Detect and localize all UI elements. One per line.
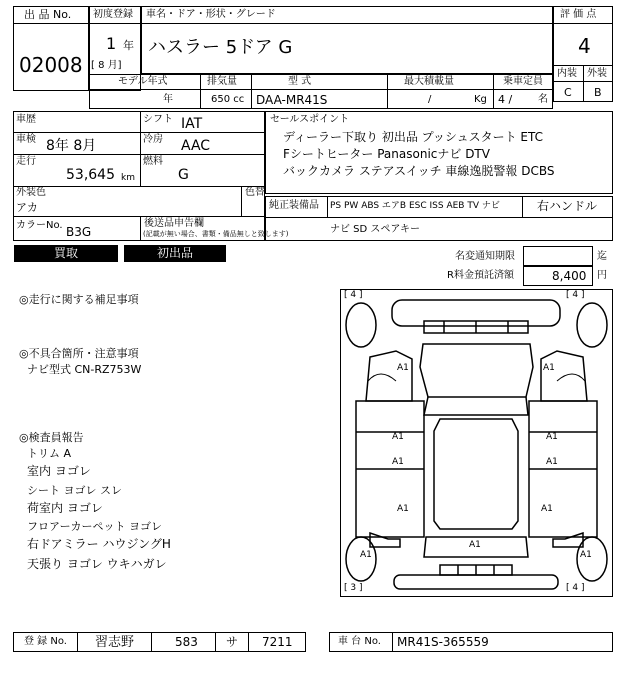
post-install-note: (記載が無い場合、書類・備品無しと致します) — [143, 230, 289, 238]
first-registration-year-unit: 年 — [123, 39, 134, 52]
driving-notes-title: ◎走行に関する補足事項 — [19, 293, 139, 306]
tire-front-left-icon — [346, 303, 376, 347]
equipment-label: 純正装備品 — [269, 200, 319, 211]
damage-mark: A1 — [397, 504, 409, 514]
inspector-report-title: ◎検査員報告 — [19, 431, 84, 444]
mileage-label: 走行 — [16, 156, 36, 167]
registration-kana: サ — [226, 635, 239, 649]
mileage-value: 53,645 — [66, 167, 115, 183]
chassis-label: 車 台 No. — [338, 636, 381, 647]
damage-mark: A1 — [360, 550, 372, 560]
deadline-label: 名変通知期限 — [455, 251, 515, 262]
inspection-label: 車検 — [16, 134, 36, 145]
sales-point-line-1: ディーラー下取り 初出品 プッシュスタート ETC — [283, 130, 543, 144]
capacity-value: 4 / — [498, 93, 513, 106]
recycle-unit: 円 — [597, 270, 607, 281]
shift-value: IAT — [181, 116, 203, 132]
exterior-grade: B — [594, 86, 602, 99]
interior-label: 内装 — [557, 68, 577, 79]
registration-number: 7211 — [262, 635, 293, 649]
recycle-label: R料金預託済額 — [447, 270, 514, 281]
ac-value: AAC — [181, 138, 211, 154]
mileage-unit: km — [121, 173, 135, 183]
color-no-label: カラーNo. — [16, 220, 63, 231]
damage-mark: A1 — [580, 550, 592, 560]
damage-mark: A1 — [392, 432, 404, 442]
handle-position: 右ハンドル — [537, 199, 598, 213]
registration-class: 583 — [175, 635, 198, 649]
exterior-color-label: 外装色 — [16, 187, 46, 198]
tire-tread-front-right: [ 4 ] — [566, 290, 585, 300]
grade-score: 4 — [578, 34, 591, 58]
first-registration-month: [ 8 月] — [91, 60, 122, 71]
rear-bumper-icon — [394, 575, 558, 589]
first-registration-year: 1 — [106, 34, 117, 53]
report-line: 荷室内 ヨゴレ — [27, 501, 103, 515]
report-line: トリム A — [27, 447, 72, 460]
tire-front-right-icon — [577, 303, 607, 347]
report-line: シート ヨゴレ スレ — [27, 484, 122, 497]
first-listing-label: 初出品 — [124, 245, 226, 262]
lot-number: 02008 — [19, 53, 83, 77]
recycle-value: 8,400 — [552, 269, 587, 283]
extra-equipment: ナビ SD スペアキー — [330, 224, 421, 235]
report-line: フロアーカーペット ヨゴレ — [27, 520, 162, 533]
type-value: DAA-MR41S — [256, 93, 328, 107]
sales-point-line-3: バックカメラ ステアスイッチ 車線逸脱警報 DCBS — [283, 164, 555, 178]
displacement-label: 排気量 — [207, 76, 237, 87]
fuel-value: G — [178, 167, 189, 183]
roof-icon — [434, 419, 518, 529]
max-load-label: 最大積載量 — [404, 76, 454, 87]
damage-mark: A1 — [397, 363, 409, 373]
deadline-value-box — [523, 246, 593, 266]
exterior-label: 外装 — [587, 68, 607, 79]
displacement-value: 650 cc — [211, 94, 245, 105]
chassis-number: MR41S-365559 — [397, 635, 489, 649]
deadline-unit: 迄 — [597, 251, 607, 262]
max-load-value: / — [428, 94, 432, 105]
report-line: 右ドアミラー ハウジングH — [27, 537, 171, 551]
ac-label: 冷房 — [143, 134, 163, 145]
post-install-label: 後送品申告欄 — [144, 218, 204, 229]
defect-notes-title: ◎不具合箇所・注意事項 — [19, 347, 139, 360]
capacity-unit: 名 — [538, 94, 548, 105]
exterior-color-value: アカ — [16, 201, 38, 214]
first-registration-label: 初度登録 — [93, 9, 133, 20]
registration-label: 登 録 No. — [24, 636, 67, 647]
max-load-unit: Kg — [474, 94, 487, 105]
sales-point-line-2: Fシートヒーター Panasonicナビ DTV — [283, 147, 490, 161]
grade-label: 評 価 点 — [560, 9, 597, 20]
model-name-label: 車名・ドア・形状・グレード — [146, 9, 276, 20]
interior-grade: C — [564, 86, 572, 99]
model-name: ハスラー 5ドア G — [148, 37, 293, 58]
tire-tread-rear-right: [ 4 ] — [566, 583, 585, 593]
history-label: 車歴 — [16, 114, 36, 125]
color-change-label: 色替 — [245, 187, 265, 198]
damage-mark: A1 — [541, 504, 553, 514]
buy-label: 買取 — [14, 245, 118, 262]
damage-mark: A1 — [543, 363, 555, 373]
damage-mark: A1 — [392, 457, 404, 467]
capacity-label: 乗車定員 — [503, 76, 543, 87]
model-year-unit: 年 — [163, 94, 173, 105]
equipment-value: PS PW ABS エアB ESC ISS AEB TV ナビ — [330, 201, 500, 211]
color-no-value: B3G — [66, 225, 92, 239]
tire-tread-front-left: [ 4 ] — [344, 290, 363, 300]
hood-icon — [420, 344, 533, 397]
tire-tread-rear-left: [ 3 ] — [344, 583, 363, 593]
model-year-label: モデル年式 — [118, 76, 168, 87]
lot-number-label: 出 品 No. — [24, 8, 72, 21]
car-diagram — [340, 289, 613, 597]
damage-mark: A1 — [546, 432, 558, 442]
registration-area: 習志野 — [95, 635, 135, 650]
inspection-value: 8年 8月 — [46, 138, 97, 154]
type-label: 型 式 — [288, 76, 312, 87]
damage-mark: A1 — [546, 457, 558, 467]
damage-mark: A1 — [469, 540, 481, 550]
sales-point-title: セールスポイント — [270, 114, 350, 125]
fuel-label: 燃料 — [143, 156, 163, 167]
report-line: 室内 ヨゴレ — [27, 464, 91, 478]
report-line: 天張り ヨゴレ ウキハガレ — [27, 557, 167, 571]
shift-label: シフト — [143, 114, 173, 125]
defect-line-1: ナビ型式 CN-RZ753W — [27, 363, 142, 376]
